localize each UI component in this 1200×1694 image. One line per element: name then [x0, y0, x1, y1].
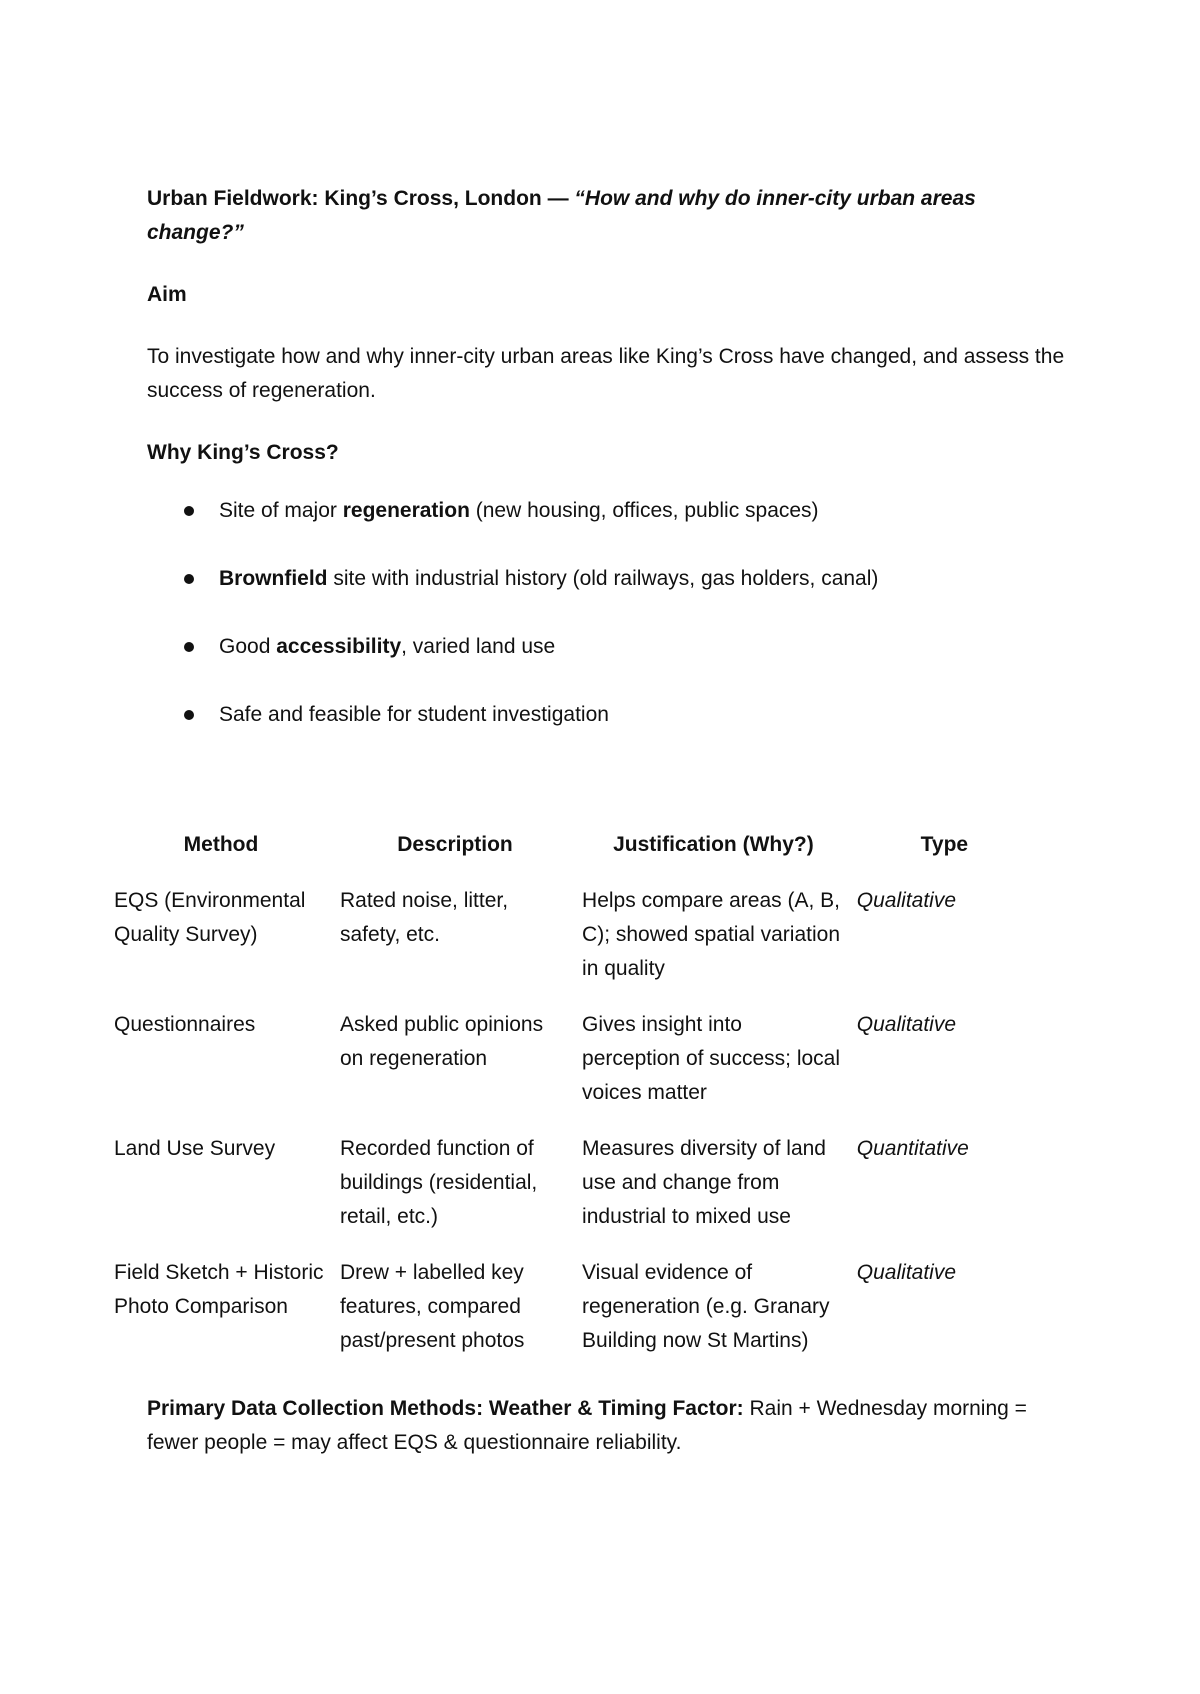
type-cell: Qualitative	[856, 1261, 957, 1284]
bullet-icon	[184, 642, 194, 652]
reasons-list	[147, 494, 1067, 766]
table-row	[108, 884, 1038, 1008]
justification-cell: Gives insight into perception of success; local voices matter	[582, 1013, 841, 1104]
bullet-icon	[184, 574, 194, 584]
footer-label: Primary Data Collection Methods: Weather & Timing Factor:	[147, 1397, 744, 1420]
list-item	[147, 698, 1067, 732]
description-cell: Recorded function of buildings (residential, retail, etc.)	[339, 1137, 538, 1228]
why-heading: Why King’s Cross?	[147, 441, 339, 464]
table-row	[108, 1132, 1038, 1256]
description-cell: Asked public opinions on regeneration	[339, 1013, 544, 1070]
aim-text: To investigate how and why inner-city urban areas like King’s Cross have changed, and assess the success of regeneration.	[147, 345, 1065, 402]
type-cell: Qualitative	[856, 889, 957, 912]
bullet-keyword: Brownfield	[219, 567, 328, 590]
bullet-keyword: accessibility	[276, 635, 402, 658]
bullet-text: Site of major	[219, 499, 343, 522]
document-title	[147, 182, 1067, 250]
justification-cell: Measures diversity of land use and change from industrial to mixed use	[582, 1137, 826, 1228]
list-item	[147, 494, 1067, 528]
title-lead: Urban Fieldwork: King’s Cross, London —	[147, 187, 575, 210]
column-header: Method	[183, 833, 259, 856]
bullet-keyword: regeneration	[342, 499, 470, 522]
methods-table	[108, 828, 1038, 1380]
column-header: Type	[920, 833, 969, 856]
footer-text: Rain + Wednesday morning = fewer people = may affect EQS & questionnaire reliability.	[147, 1397, 1027, 1454]
bullet-icon	[184, 506, 194, 516]
bullet-text: Good	[219, 635, 277, 658]
description-cell: Drew + labelled key features, compared past/present photos	[339, 1261, 525, 1352]
column-header: Description	[397, 833, 513, 856]
description-cell: Rated noise, litter, safety, etc.	[339, 889, 509, 946]
table-header-row	[108, 828, 1038, 884]
column-header: Justification (Why?)	[613, 833, 814, 856]
bullet-icon	[184, 710, 194, 720]
bullet-text: Safe and feasible for student investigation	[219, 703, 609, 726]
bullet-text: , varied land use	[401, 635, 556, 658]
list-item	[147, 562, 1067, 596]
method-cell: Questionnaires	[114, 1013, 256, 1036]
list-item	[147, 630, 1067, 664]
method-cell: EQS (Environmental Quality Survey)	[114, 889, 306, 946]
justification-cell: Helps compare areas (A, B, C); showed spatial variation in quality	[582, 889, 841, 980]
aim-heading: Aim	[147, 283, 187, 306]
method-cell: Field Sketch + Historic Photo Comparison	[114, 1261, 324, 1318]
table-row	[108, 1008, 1038, 1132]
table-row	[108, 1256, 1038, 1380]
title-question: “How and why do inner-city urban areas change?”	[147, 187, 976, 244]
footer-note	[147, 1392, 1067, 1460]
bullet-text: site with industrial history (old railways, gas holders, canal)	[327, 567, 879, 590]
type-cell: Quantitative	[856, 1137, 969, 1160]
bullet-text: (new housing, offices, public spaces)	[469, 499, 819, 522]
type-cell: Qualitative	[856, 1013, 957, 1036]
method-cell: Land Use Survey	[114, 1137, 276, 1160]
justification-cell: Visual evidence of regeneration (e.g. Granary Building now St Martins)	[582, 1261, 830, 1352]
